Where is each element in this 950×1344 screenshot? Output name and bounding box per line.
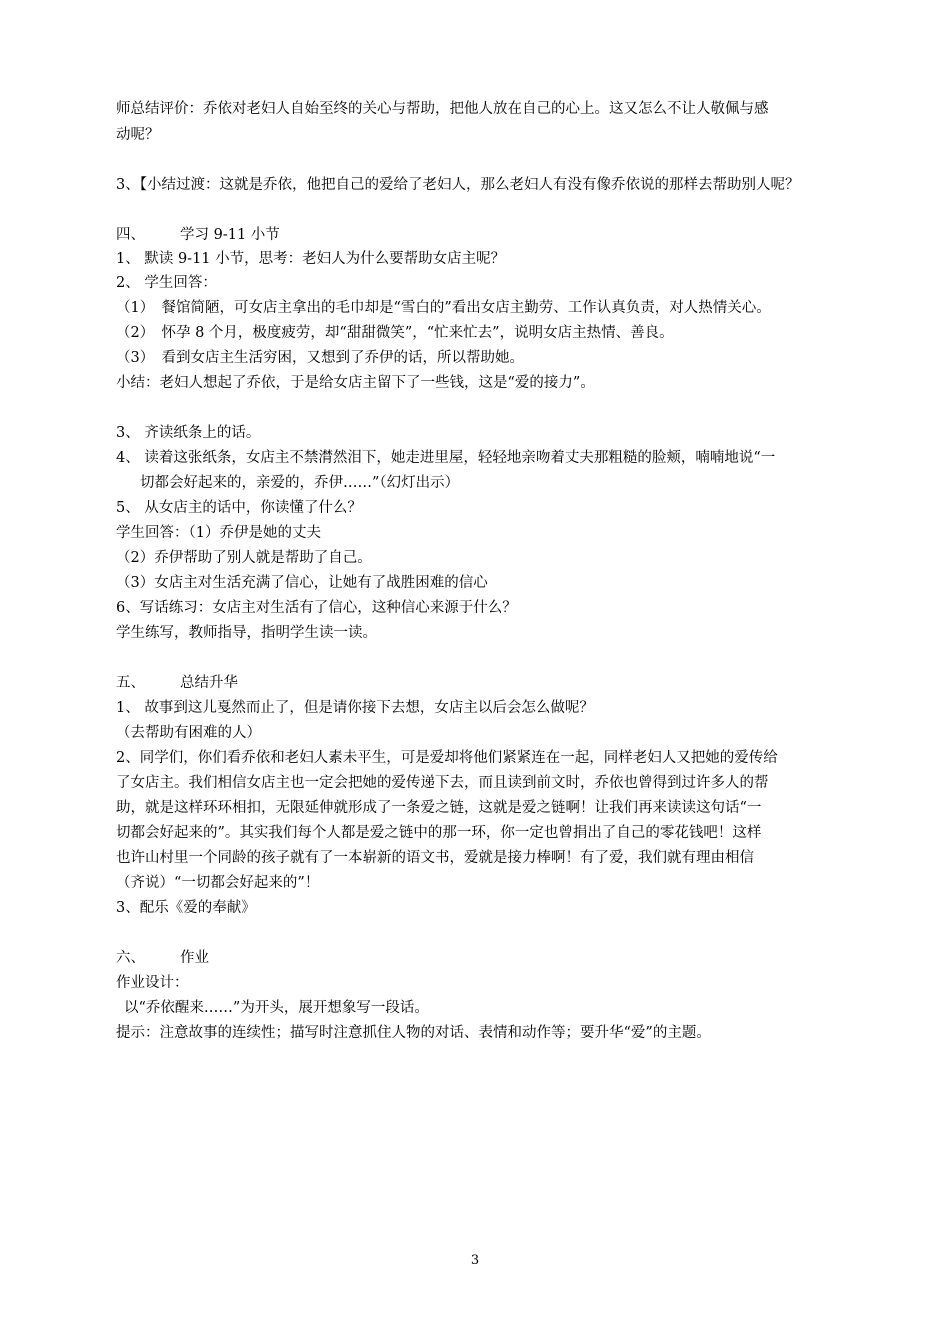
list-item: （3） 看到女店主生活穷困，又想到了乔伊的话，所以帮助她。 <box>116 350 524 366</box>
section-title: 学习 9-11 小节 <box>180 227 280 243</box>
paragraph-line: 2、同学们，你们看乔依和老妇人素未平生，可是爱却将他们紧紧连在一起，同样老妇人又把她的爱传给 <box>116 750 778 766</box>
paragraph-line: 以“乔依醒来……”为开头，展开想象写一段话。 <box>124 1000 429 1016</box>
paragraph-line: 3、配乐《爱的奉献》 <box>116 900 256 916</box>
section-heading-6 <box>116 948 876 968</box>
list-item: 1、 故事到这儿戛然而止了，但是请你接下去想，女店主以后会怎么做呢？ <box>116 700 594 716</box>
paragraph-line: 提示：注意故事的连续性；描写时注意抓住人物的对话、表情和动作等；要升华“爱”的主题。 <box>116 1025 711 1041</box>
paragraph-line: 了女店主。我们相信女店主也一定会把她的爱传递下去，而且读到前文时，乔依也曾得到过许多人的帮 <box>116 775 769 791</box>
paragraph-line: 助，就是这样环环相扣，无限延伸就形成了一条爱之链，这就是爱之链啊！让我们再来读读这句话“一 <box>116 800 762 816</box>
list-item: 5、 从女店主的话中，你读懂了什么？ <box>116 500 362 516</box>
summary-line: 小结：老妇人想起了乔依，于是给女店主留下了一些钱，这是“爱的接力”。 <box>116 375 595 391</box>
section-number: 六、 <box>116 950 145 966</box>
section-title: 总结升华 <box>180 675 238 691</box>
paragraph-line: 学生练写，教师指导，指明学生读一读。 <box>116 625 377 641</box>
page-number: 3 <box>470 1253 480 1268</box>
section-number: 五、 <box>116 675 145 691</box>
list-item: 4、 读着这张纸条，女店主不禁潸然泪下，她走进里屋，轻轻地亲吻着丈夫那粗糙的脸颊，喃喃地说“一 <box>116 450 776 466</box>
paragraph-line: （去帮助有困难的人） <box>116 725 261 741</box>
section-number: 四、 <box>116 227 145 243</box>
paragraph-line: 学生回答：（1）乔伊是她的丈夫 <box>116 525 321 541</box>
paragraph-line: 也许山村里一个同龄的孩子就有了一本崭新的语文书，爱就是接力棒啊！有了爱，我们就有理由相信 <box>116 850 754 866</box>
paragraph-line: （2）乔伊帮助了别人就是帮助了自己。 <box>116 550 372 566</box>
paragraph-line: 作业设计： <box>116 975 189 991</box>
section-heading-4 <box>116 225 876 245</box>
list-item: 3、 齐读纸条上的话。 <box>116 425 261 441</box>
paragraph-line: 切都会好起来的”。其实我们每个人都是爱之链中的那一环，你一定也曾捐出了自己的零花钱吧！这样 <box>116 825 762 841</box>
paragraph-line: 师总结评价：乔依对老妇人自始至终的关心与帮助，把他人放在自己的心上。这又怎么不让人敬佩与感 <box>116 101 769 117</box>
paragraph-line: 动呢？ <box>116 127 160 143</box>
list-item: （2） 怀孕 8 个月，极度疲劳，却“甜甜微笑”，“忙来忙去”，说明女店主热情、善良。 <box>116 325 674 341</box>
paragraph-line: 3、【小结过渡：这就是乔依，他把自己的爱给了老妇人，那么老妇人有没有像乔依说的那样去帮助别人呢？ <box>116 177 800 193</box>
list-item: （1） 餐馆简陋，可女店主拿出的毛巾却是“雪白的”看出女店主勤劳、工作认真负责，对人热情关心。 <box>116 300 771 316</box>
section-heading-5 <box>116 673 876 693</box>
list-item-continued: 切都会好起来的，亲爱的，乔伊……”（幻灯出示） <box>140 475 460 491</box>
paragraph-line: （3）女店主对生活充满了信心，让她有了战胜困难的信心 <box>116 575 488 591</box>
list-item: 2、 学生回答： <box>116 275 217 291</box>
paragraph-line: 6、写话练习：女店主对生活有了信心，这种信心来源于什么？ <box>116 600 517 616</box>
section-title: 作业 <box>180 950 209 966</box>
list-item: 1、 默读 9-11 小节，思考：老妇人为什么要帮助女店主呢？ <box>116 251 506 267</box>
paragraph-line: （齐说）“一切都会好起来的”！ <box>116 875 320 891</box>
